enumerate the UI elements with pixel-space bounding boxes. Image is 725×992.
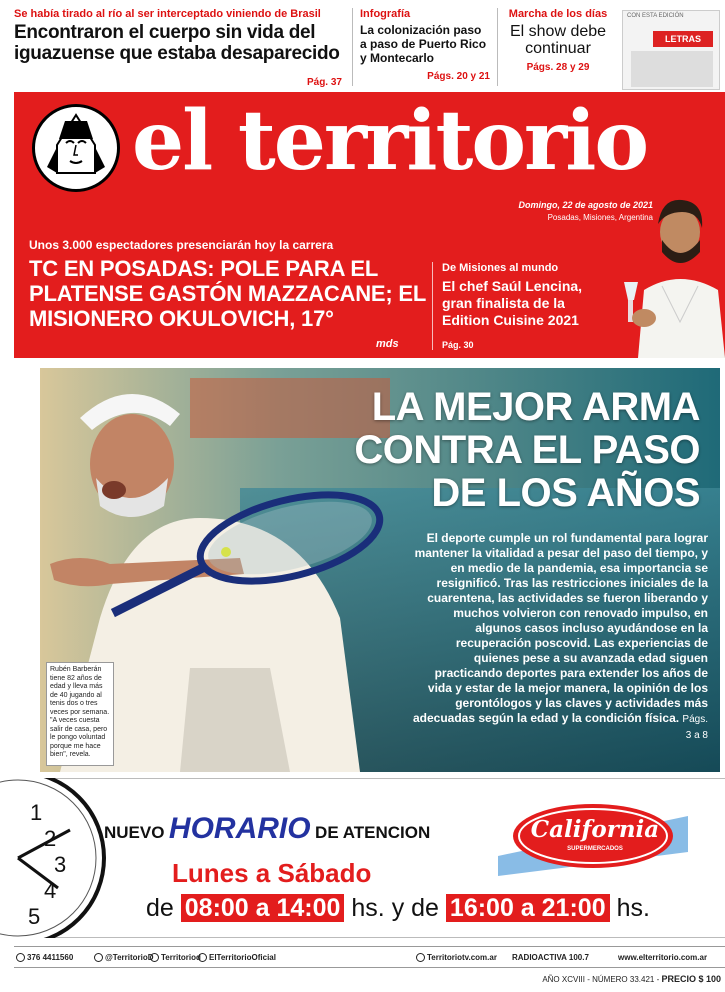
whatsapp-icon xyxy=(16,953,25,962)
photo-caption: Rubén Barberán tiene 82 años de edad y lleva más de 40 jugando al tenis dos o tres veces por semana. "A veces cuesta salir de casa, pero le pongo voluntad porque me hace bien", revela. xyxy=(46,662,114,766)
main-body-text: El deporte cumple un rol fundamental para lograr mantener la vitalidad a pesar del paso del tiempo, y en medio de la pandemia, esa importancia se resignificó. Tras las restricciones iniciales de la cuarentena, las actividades se fueron liberando y muchos volvieron con renovado impulso, en algunos casos incluso ayudándose en la recuperación poscovid. Las experiencias de quienes pese a su avanzada edad siguen practicando deportes para extender los años de vida y estar de la mejor manera, la opinión de los gerontólogos y las claves y actividades más adecuadas según la edad y la condición física. xyxy=(412,531,708,725)
teaser-infografia[interactable] xyxy=(360,8,490,82)
tv-site: Territoriotv.com.ar xyxy=(427,953,497,962)
logo-icon[interactable] xyxy=(32,104,120,192)
ad-prefix: NUEVO xyxy=(104,823,165,842)
website: www.elterritorio.com.ar xyxy=(618,953,708,962)
facebook-icon xyxy=(150,953,159,962)
edition-info xyxy=(542,974,721,984)
edition-price: PRECIO $ 100 xyxy=(661,974,721,984)
teaser-kicker: Infografía xyxy=(360,8,411,20)
teaser-kicker: Se había tirado al río al ser interceptado viniendo de Brasil xyxy=(14,8,321,20)
footer-twitter[interactable] xyxy=(94,953,154,962)
ad-hours-mid: hs. y de xyxy=(351,894,439,922)
california-brand: California xyxy=(530,816,660,843)
teaser-marcha[interactable] xyxy=(504,8,612,73)
instagram-handle: ElTerritorioOficial xyxy=(209,953,276,962)
chef-headline[interactable]: El chef Saúl Lencina, gran finalista de la Edition Cuisine 2021 xyxy=(442,278,583,328)
thumbnail-caption: CON ESTA EDICIÓN xyxy=(627,13,684,19)
teaser-page: Págs. 20 y 21 xyxy=(427,71,490,82)
ad-suffix: DE ATENCION xyxy=(315,823,431,842)
sponsor-logo: mds xyxy=(376,338,399,350)
main-headline[interactable]: LA MEJOR ARMA CONTRA EL PASO DE LOS AÑOS xyxy=(354,385,700,515)
clock-number: 5 xyxy=(28,904,41,929)
teaser-headline[interactable]: La colonización paso a paso de Puerto Rico y Montecarlo xyxy=(360,23,487,65)
teaser-iguazu[interactable] xyxy=(14,8,346,88)
teaser-kicker: Marcha de los días xyxy=(508,8,608,20)
clock-number: 2 xyxy=(44,826,57,851)
teaser-page: Pág. 37 xyxy=(306,77,342,88)
ad-hours-afternoon: 16:00 a 21:00 xyxy=(446,894,610,922)
teaser-headline[interactable]: El show debe continuar xyxy=(509,23,607,57)
thumbnail-image xyxy=(631,51,713,87)
instagram-icon xyxy=(198,953,207,962)
edition-number: AÑO XCVIII - NÚMERO 33.421 - xyxy=(542,975,660,984)
masthead xyxy=(14,92,725,358)
california-sub: SUPERMERCADOS xyxy=(567,846,623,852)
chef-page: Pág. 30 xyxy=(442,340,474,350)
clock-numbers xyxy=(24,800,66,930)
teaser-page: Págs. 28 y 29 xyxy=(526,62,590,73)
footer-web[interactable] xyxy=(618,953,707,962)
footer-instagram[interactable] xyxy=(198,953,276,962)
paper-name[interactable]: el territorio xyxy=(132,93,648,189)
main-body xyxy=(412,531,708,743)
divider xyxy=(352,8,353,86)
ad-days: Lunes a Sábado xyxy=(172,858,372,888)
footer-radio[interactable] xyxy=(512,953,589,962)
clock-number: 4 xyxy=(44,878,57,903)
tc-headline[interactable]: TC EN POSADAS: POLE PARA EL PLATENSE GASTÓN MAZZACANE; EL MISIONERO OKULOVICH, 17° xyxy=(29,256,426,331)
edition-date: Domingo, 22 de agosto de 2021 xyxy=(518,200,653,210)
edition-place: Posadas, Misiones, Argentina xyxy=(547,213,653,222)
footer-bar xyxy=(14,946,725,968)
facebook-handle: Territoriod xyxy=(161,953,201,962)
ad-hours-de: de xyxy=(146,894,174,922)
chef-kicker: De Misiones al mundo xyxy=(442,262,559,274)
ad-hours-morning: 08:00 a 14:00 xyxy=(181,894,345,922)
divider xyxy=(497,8,498,86)
footer-tv[interactable] xyxy=(416,953,497,962)
twitter-handle: @TerritorioD xyxy=(105,953,154,962)
ad-hours xyxy=(146,894,650,923)
whatsapp-number: 376 4411560 xyxy=(27,953,74,962)
divider xyxy=(432,262,433,350)
top-teasers xyxy=(0,0,725,92)
ad-horario-line xyxy=(104,812,484,846)
ad-hours-end: hs. xyxy=(616,894,650,922)
ad-horario: HORARIO xyxy=(168,812,311,845)
tv-icon xyxy=(416,953,425,962)
main-pages: Págs. 3 a 8 xyxy=(682,714,708,741)
radio-station: RADIOACTIVA 100.7 xyxy=(512,953,589,962)
supplement-thumbnail[interactable] xyxy=(622,10,720,90)
footer-facebook[interactable] xyxy=(150,953,201,962)
chef-photo[interactable] xyxy=(622,190,725,358)
tc-kicker: Unos 3.000 espectadores presenciarán hoy la carrera xyxy=(29,238,334,252)
twitter-icon xyxy=(94,953,103,962)
teaser-headline[interactable]: Encontraron el cuerpo sin vida del iguazuense que estaba desaparecido xyxy=(14,22,340,64)
footer-whatsapp[interactable] xyxy=(16,953,73,962)
clock-number: 3 xyxy=(54,852,67,877)
thumbnail-title: LETRAS xyxy=(653,31,713,47)
clock-number: 1 xyxy=(30,800,43,825)
